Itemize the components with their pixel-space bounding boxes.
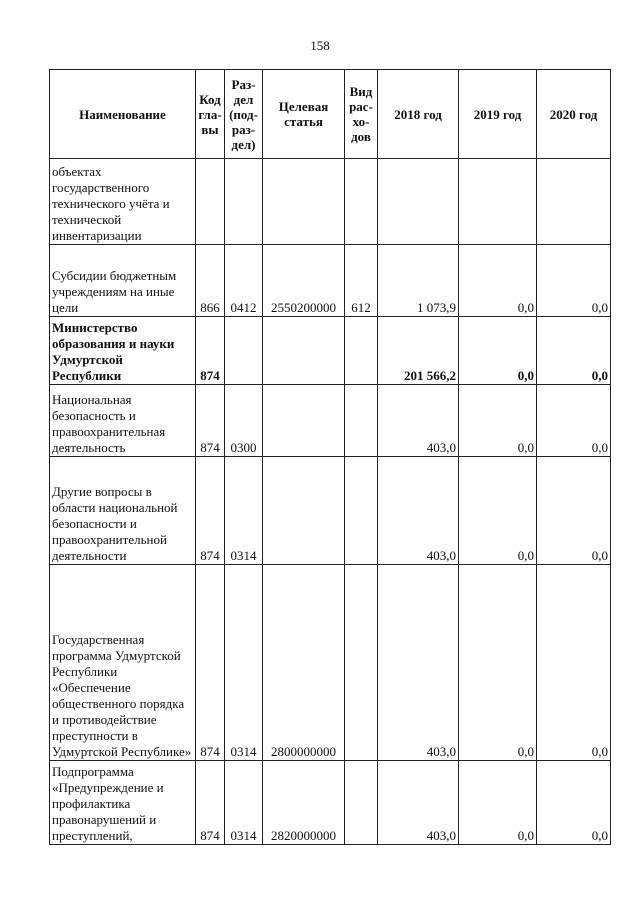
cell-name: Национальная безопасность и правоохранительная деятельность bbox=[50, 385, 196, 457]
cell-code bbox=[196, 159, 225, 245]
cell-code: 874 bbox=[196, 761, 225, 845]
cell-2019 bbox=[459, 159, 537, 245]
cell-name: Министерство образования и науки Удмуртской Республики bbox=[50, 317, 196, 385]
cell-2018: 1 073,9 bbox=[378, 245, 459, 317]
cell-2020: 0,0 bbox=[537, 761, 611, 845]
cell-target bbox=[263, 457, 345, 565]
cell-vid bbox=[345, 761, 378, 845]
cell-section: 0314 bbox=[225, 457, 263, 565]
cell-section: 0314 bbox=[225, 565, 263, 761]
table-body bbox=[50, 159, 611, 845]
page-number: 158 bbox=[310, 38, 330, 53]
cell-2018 bbox=[378, 159, 459, 245]
cell-target: 2550200000 bbox=[263, 245, 345, 317]
table-row bbox=[50, 457, 611, 565]
cell-2018: 403,0 bbox=[378, 565, 459, 761]
cell-target bbox=[263, 317, 345, 385]
cell-2020: 0,0 bbox=[537, 385, 611, 457]
cell-section bbox=[225, 317, 263, 385]
header-2018: 2018 год bbox=[378, 70, 459, 159]
cell-vid bbox=[345, 457, 378, 565]
cell-2020: 0,0 bbox=[537, 457, 611, 565]
header-section: Раз- дел (под- раз- дел) bbox=[225, 70, 263, 159]
cell-code: 866 bbox=[196, 245, 225, 317]
header-target: Целевая статья bbox=[263, 70, 345, 159]
cell-2019: 0,0 bbox=[459, 565, 537, 761]
cell-2019: 0,0 bbox=[459, 761, 537, 845]
table-row bbox=[50, 245, 611, 317]
table-row bbox=[50, 317, 611, 385]
table-header-row bbox=[50, 70, 611, 159]
cell-code: 874 bbox=[196, 565, 225, 761]
table-row bbox=[50, 565, 611, 761]
cell-name: Субсидии бюджетным учреждениям на иные цели bbox=[50, 245, 196, 317]
header-2019: 2019 год bbox=[459, 70, 537, 159]
cell-2020 bbox=[537, 159, 611, 245]
cell-2020: 0,0 bbox=[537, 245, 611, 317]
cell-vid bbox=[345, 317, 378, 385]
cell-code: 874 bbox=[196, 457, 225, 565]
table-row bbox=[50, 159, 611, 245]
cell-2018: 403,0 bbox=[378, 761, 459, 845]
cell-section bbox=[225, 159, 263, 245]
cell-2020: 0,0 bbox=[537, 317, 611, 385]
cell-2019: 0,0 bbox=[459, 385, 537, 457]
cell-name: объектах государственного технического учёта и технической инвентаризации bbox=[50, 159, 196, 245]
cell-target bbox=[263, 159, 345, 245]
cell-vid bbox=[345, 565, 378, 761]
cell-target: 2800000000 bbox=[263, 565, 345, 761]
table-row bbox=[50, 761, 611, 845]
cell-2018: 403,0 bbox=[378, 457, 459, 565]
cell-code: 874 bbox=[196, 385, 225, 457]
cell-vid bbox=[345, 385, 378, 457]
cell-section: 0300 bbox=[225, 385, 263, 457]
cell-section: 0314 bbox=[225, 761, 263, 845]
cell-2019: 0,0 bbox=[459, 457, 537, 565]
header-2020: 2020 год bbox=[537, 70, 611, 159]
cell-name: Другие вопросы в области национальной безопасности и правоохранительной деятельности bbox=[50, 457, 196, 565]
cell-2019: 0,0 bbox=[459, 317, 537, 385]
cell-2018: 201 566,2 bbox=[378, 317, 459, 385]
cell-vid: 612 bbox=[345, 245, 378, 317]
cell-section: 0412 bbox=[225, 245, 263, 317]
cell-name: Государственная программа Удмуртской Республики «Обеспечение общественного порядка и противодействие преступности в Удмуртской Республике» bbox=[50, 565, 196, 761]
cell-2018: 403,0 bbox=[378, 385, 459, 457]
table-row bbox=[50, 385, 611, 457]
cell-name: Подпрограмма «Предупреждение и профилактика правонарушений и преступлений, bbox=[50, 761, 196, 845]
cell-code: 874 bbox=[196, 317, 225, 385]
header-code: Код гла- вы bbox=[196, 70, 225, 159]
cell-2019: 0,0 bbox=[459, 245, 537, 317]
cell-2020: 0,0 bbox=[537, 565, 611, 761]
cell-vid bbox=[345, 159, 378, 245]
cell-target bbox=[263, 385, 345, 457]
cell-target: 2820000000 bbox=[263, 761, 345, 845]
header-vid: Вид рас- хо- дов bbox=[345, 70, 378, 159]
budget-table bbox=[49, 69, 611, 845]
header-name: Наименование bbox=[50, 70, 196, 159]
